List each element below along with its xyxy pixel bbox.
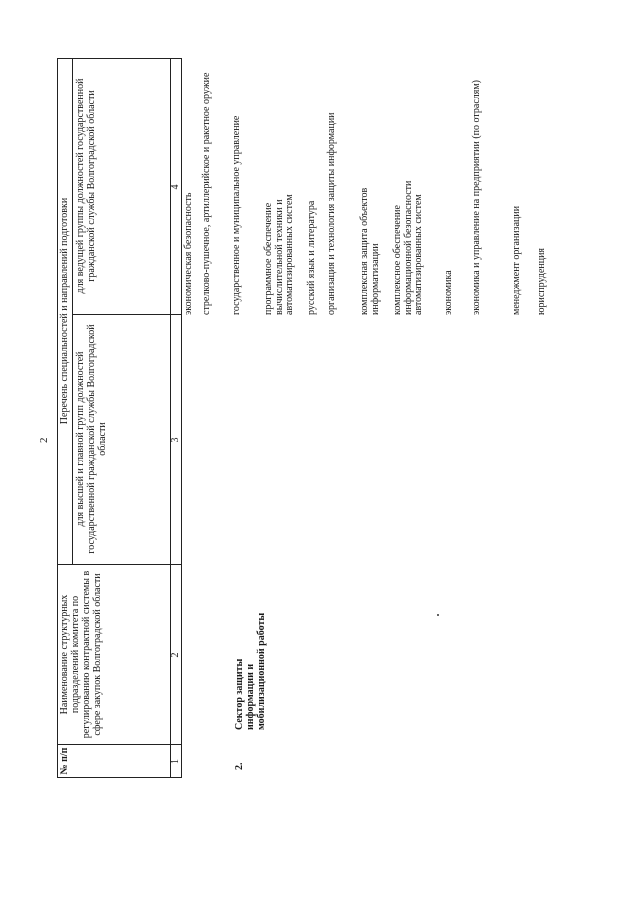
col-number-3: 3	[170, 437, 181, 443]
row-number: 2.	[234, 762, 245, 770]
specialty-item: менеджмент организации	[511, 205, 522, 315]
specialty-item: экономика и управление на предприятии (по отраслям)	[471, 79, 482, 315]
table-header	[57, 58, 187, 778]
header-higher: для высшей и главной групп должностей государственной гражданской службы Волгоградской области	[75, 324, 108, 554]
specialty-item: экономическая безопасность	[183, 192, 194, 315]
header-leading: для ведущей группы должностей государственной гражданской службы Волгоградской области	[75, 78, 97, 294]
specialty-item: комплексная защита объектов информатизации	[359, 187, 381, 315]
specialty-item: программное обеспечение вычислительной техники и автоматизированных систем	[263, 194, 295, 315]
document-sheet	[57, 58, 565, 778]
header-num: № п/п	[59, 747, 70, 775]
specialty-item: комплексное обеспечение информационной безопасности автоматизированных систем	[392, 180, 424, 315]
col-number-2: 2	[170, 652, 181, 658]
specialty-item: организация и технология защиты информации	[326, 112, 337, 315]
specialty-item: стрелково-пушечное, артиллерийское и ракетное оружие	[201, 72, 212, 315]
row-name: Сектор защиты информации и мобилизационной работы	[234, 612, 267, 730]
specialty-item: государственное и муниципальное управление	[231, 115, 242, 315]
specialty-item: экономика	[443, 270, 454, 315]
col-number-1: 1	[170, 759, 181, 764]
col-number-4: 4	[170, 184, 181, 190]
specialty-item: русский язык и литература	[306, 200, 317, 315]
specialty-item: юриспруденция	[536, 247, 547, 315]
stray-dot	[437, 614, 439, 616]
page-number: 2	[38, 437, 50, 443]
header-list: Перечень специальностей и направлений подготовки	[59, 197, 70, 425]
header-name: Наименование структурных подразделений комитета по регулированию контрактной системы в сфере закупок Волгоградской области	[59, 570, 103, 739]
